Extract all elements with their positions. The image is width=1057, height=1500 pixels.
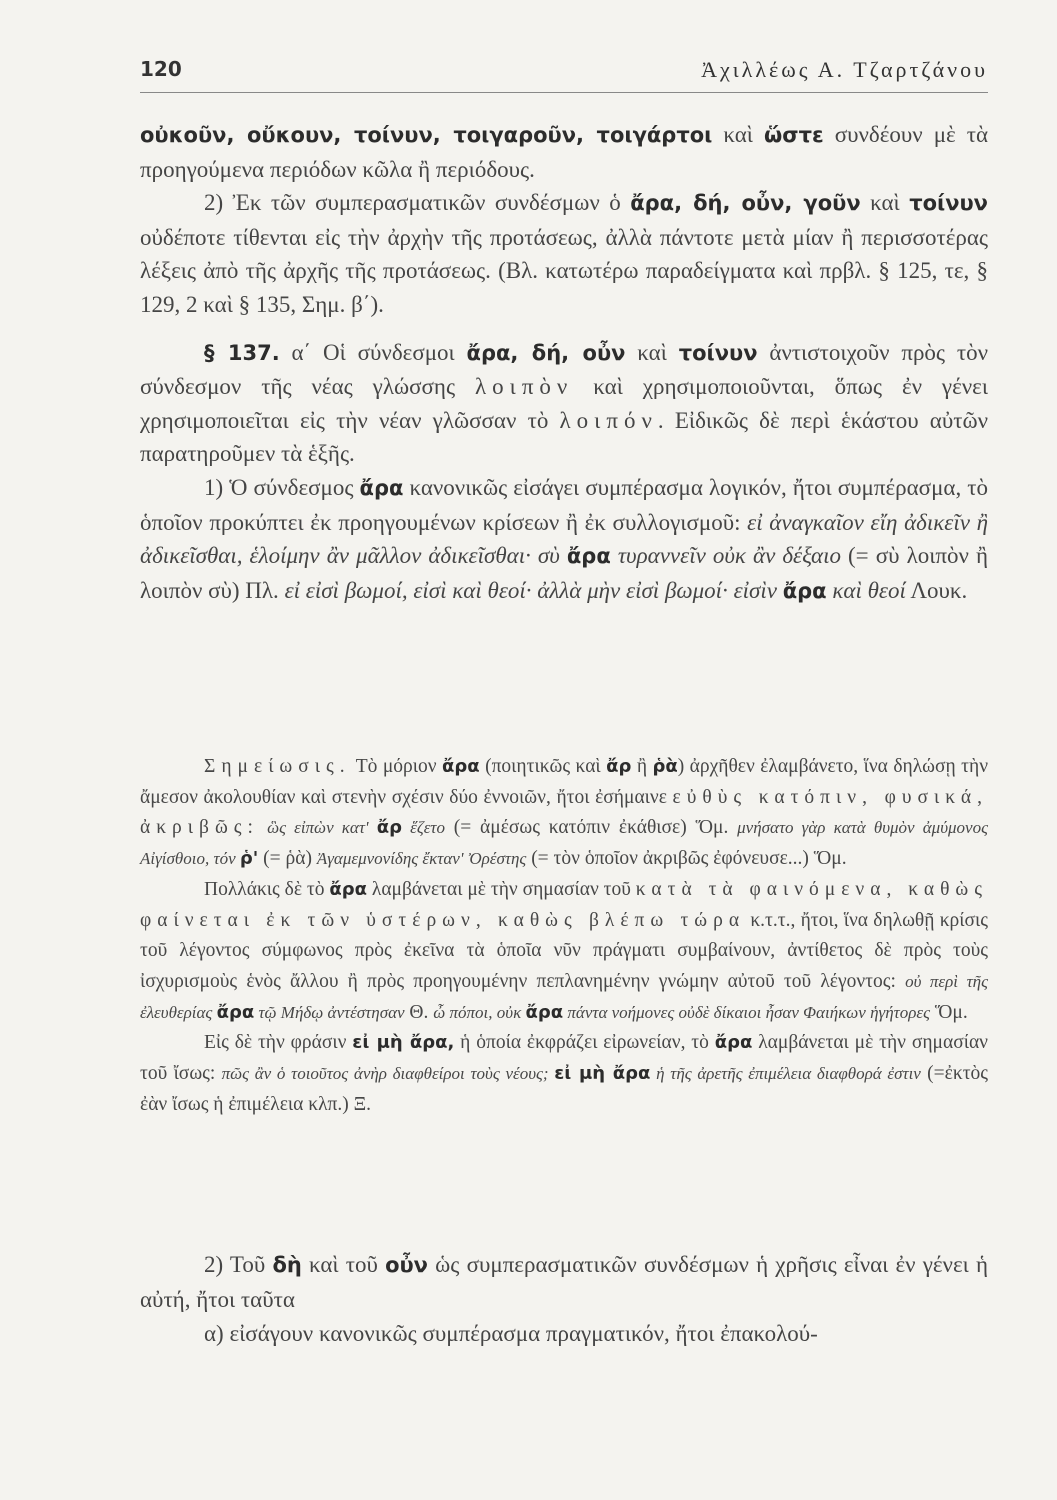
section-number: § 137. — [204, 340, 280, 365]
remark-2: Πολλάκις δὲ τὸ ἄρα λαμβάνεται μὲ τὴν σημασίαν τοῦ κατὰ τὰ φαινόμενα, καθὼς φαίνεται ἐκ τῶν ὑστέρων, καθὼς βλέπω τώρα κ.τ.τ., ἤτοι, ἵνα δηλωθῇ κρίσις τοῦ λέγοντος σύμφωνος πρὸς ἐκεῖνα τὰ ὁποῖα νῦν πράγματι συμβαίνουν, ἀντίθετος δὲ πρὸς τοὺς ἰσχυρισμοὺς ἑνὸς ἄλλου ἢ πρὸς προηγουμένην πεπλανημένην γνώμην αὐτοῦ τοῦ λέγοντος: οὐ περὶ τῆς ἐλευθερίας ἄρα τῷ Μήδῳ ἀντέστησαν Θ. ὦ πόποι, οὐκ ἄρα πάντα νοήμονες οὐδὲ δίκαιοι ἦσαν Φαιήκων ἡγήτορες Ὅμ. — [140, 878, 989, 1023]
remark-1: Σημείωσις. Τὸ μόριον ἄρα (ποιητικῶς καὶ ἄρ ἢ ῥὰ) ἀρχῆθεν ἐλαμβάνετο, ἵνα δηλώσῃ τὴν ἄμεσον ἀκολουθίαν καὶ στενὴν σχέσιν δύο ἐννοιῶν, ἤτοι ἐσήμαινε εὐθὺς κατόπιν, φυσικά, ἀκριβῶς: ὣς εἰπὼν κατ' ἄρ ἕζετο (= ἀμέσως κατόπιν ἐκάθισε) Ὅμ. μνήσατο γὰρ κατὰ θυμὸν ἀμύμονος Αἰγίσθοιο, τόν ῥ' (= ῥὰ) Ἀγαμεμνονίδης ἔκταν' Ὀρέστης (= τὸν ὁποῖον ἀκριβῶς ἐφόνευσε...) Ὅμ. — [140, 756, 989, 870]
main-text — [140, 118, 988, 608]
remark-label: Σημείωσις. — [204, 756, 351, 777]
running-title: Ἀχιλλέως Α. Τζαρτζάνου — [701, 57, 988, 82]
paragraph-2: 2) Ἐκ τῶν συμπερασματικῶν συνδέσμων ὁ ἄρα, δή, οὖν, γοῦν καὶ τοίνυν οὐδέποτε τίθενται εἰς τὴν ἀρχὴν τῆς προτάσεως, ἀλλὰ πάντοτε μετὰ μίαν ἢ περισσοτέρας λέξεις ἀπὸ τῆς ἀρχῆς τῆς προτάσεως. (Βλ. κατωτέρω παραδείγματα καὶ πρβλ. § 125, τε, § 129, 2 καὶ § 135, Σημ. β΄). — [140, 190, 988, 317]
tail-text — [140, 1248, 988, 1352]
page-number: 120 — [140, 57, 182, 81]
remark-3: Εἰς δὲ τὴν φράσιν εἰ μὴ ἄρα, ἡ ὁποία ἐκφράζει εἰρωνείαν, τὸ ἄρα λαμβάνεται μὲ τὴν σημασίαν τοῦ ἴσως: πῶς ἂν ὁ τοιοῦτος ἀνὴρ διαφθείροι τοὺς νέους; εἰ μὴ ἄρα ἡ τῆς ἀρετῆς ἐπιμέλεια διαφθορά ἐστιν (=ἐκτὸς ἐὰν ἴσως ἡ ἐπιμέλεια κλπ.) Ξ. — [140, 1032, 988, 1115]
point-1: 1) Ὁ σύνδεσμος ἄρα κανονικῶς εἰσάγει συμπέρασμα λογικόν, ἤτοι συμπέρασμα, τὸ ὁποῖον προκύπτει ἐκ προηγουμένων κρίσεων ἢ ἐκ συλλογισμοῦ: εἰ ἀναγκαῖον εἴη ἀδικεῖν ἢ ἀδικεῖσθαι, ἑλοίμην ἂν μᾶλλον ἀδικεῖσθαι· σὺ ἄρα τυραννεῖν οὐκ ἂν δέξαιο (= σὺ λοιπὸν ἢ λοιπὸν σὺ) Πλ. εἰ εἰσὶ βωμοί, εἰσὶ καὶ θεοί· ἀλλὰ μὴν εἰσὶ βωμοί· εἰσὶν ἄρα καὶ θεοί Λουκ. — [140, 474, 989, 603]
point-2: 2) Τοῦ δὴ καὶ τοῦ οὖν ὡς συμπερασματικῶν συνδέσμων ἡ χρῆσις εἶναι ἐν γένει ἡ αὐτή, ἤτοι ταῦτα — [140, 1252, 988, 1312]
remark-block — [140, 752, 988, 1120]
header-rule — [140, 92, 988, 93]
point-a: α) εἰσάγουν κανονικῶς συμπέρασμα πραγματικόν, ἤτοι ἐπακολού- — [204, 1321, 818, 1346]
section-137: § 137. α΄ Οἱ σύνδεσμοι ἄρα, δή, οὖν καὶ τοίνυν ἀντιστοιχοῦν πρὸς τὸν σύνδεσμον τῆς νέας γλώσσης λοιπὸν καὶ χρησιμοποιοῦνται, ὅπως ἐν γένει χρησιμοποιεῖται εἰς τὴν νέαν γλῶσσαν τὸ λοιπόν. Εἰδικῶς δὲ περὶ ἑκάστου αὐτῶν παρατηροῦμεν τὰ ἑξῆς. — [140, 339, 989, 467]
paragraph-1: οὐκοῦν, οὔκουν, τοίνυν, τοιγαροῦν, τοιγάρτοι καὶ ὥστε συνδέουν μὲ τὰ προηγούμενα περιόδων κῶλα ἢ περιόδους. — [140, 122, 988, 182]
